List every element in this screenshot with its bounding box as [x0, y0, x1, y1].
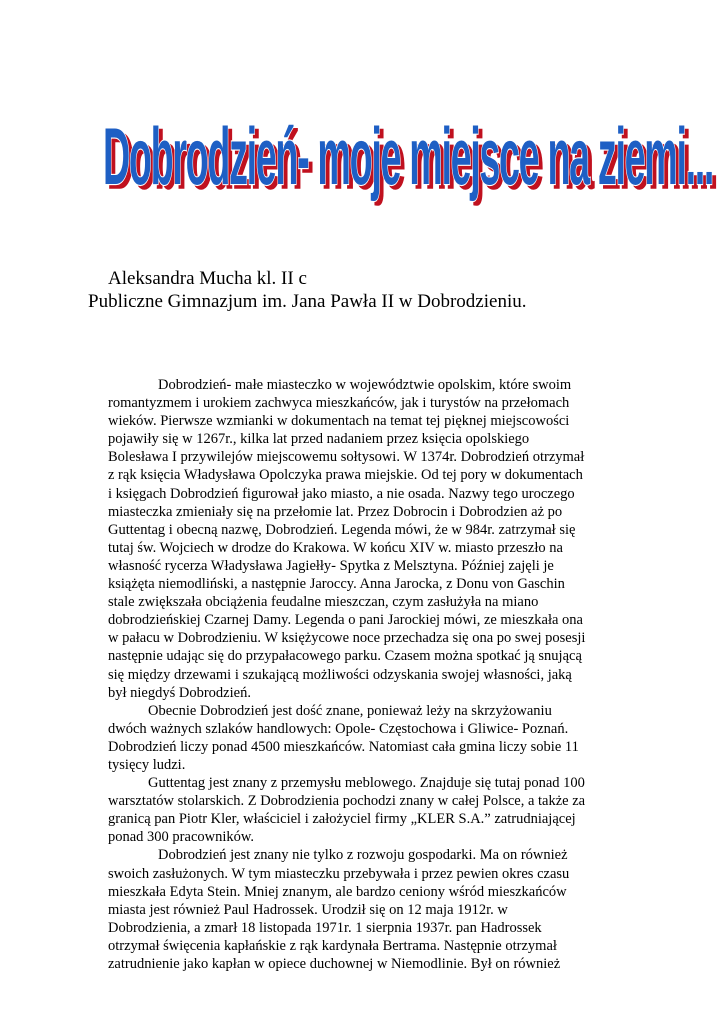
author-line: Aleksandra Mucha kl. II c [108, 268, 307, 289]
paragraph-people: Dobrodzień jest znany nie tylko z rozwoju gospodarki. Ma on również swoich zasłużonych. W tym miasteczku przebywała i przez pewien okres czasu mieszkała Edyta Stein. Mniej znanym, ale bardzo ceniony wśród mieszkańców miasta jest również Paul Hadrossek. Urodził się on 12 maja 1912r. w Dobrodzienia, a zmarł 18 listopada 1971r. 1 sierpnia 1937r. pan Hadrossek otrzymał święcenia kapłańskie z rąk kardynała Bertrama. Następnie otrzymał zatrudnienie jako kapłan w opiece duchownej w Niemodlinie. Był on również [108, 847, 570, 972]
wordart-title [100, 110, 720, 218]
paragraph-industry: Guttentag jest znany z przemysłu meblowego. Znajduje się tutaj ponad 100 warsztatów stolarskich. Z Dobrodzienia pochodzi znany w całej Polsce, a także za granicą pan Piotr Kler, właściciel i założyciel firmy „KLER S.A.” zatrudniającej ponad 300 pracowników. [108, 775, 586, 846]
school-line: Publiczne Gimnazjum im. Jana Pawła II w Dobrodzieniu. [88, 291, 527, 312]
wordart-title-text: Dobrodzień- moje miejsce na ziemi... [103, 110, 714, 202]
paragraph-history: Dobrodzień- małe miasteczko w województwie opolskim, które swoim romantyzmem i urokiem zachwyca mieszkańców, jak i turystów na przełomach wieków. Pierwsze wzmianki w dokumentach na temat tej pięknej miejscowości pojawiły się w 1267r., kilka lat przed nadaniem przez księcia opolskiego Bolesława I przywilejów miejscowemu sołtysowi. W 1374r. Dobrodzień otrzymał z rąk księcia Władysława Opolczyka prawa miejskie. Od tej pory w dokumentach i księgach Dobrodzień figurował jako miasto, a nie osada. Nazwy tego uroczego miasteczka zmieniały się na przełomie lat. Przez Dobrocin i Dobrodzien aż po Guttentag i obecną nazwę, Dobrodzień. Legenda mówi, że w 984r. zatrzymał się tutaj św. Wojciech w drodze do Krakowa. W końcu XIV w. miasto przeszło na własność rycerza Władysława Jagiełły- Spytka z Melsztyna. Później zajęli je książęta niemodliński, a następnie Jaroccy. Anna Jarocka, z Donu von Gaschin stale zwiększała obciążenia feudalne mieszczan, czym zasłużyła na miano dobrodzieńskiej Czarnej Damy. Legenda o pani Jarockiej mówi, ze mieszkała ona w pałacu w Dobrodzieniu. W księżycowe noce przechadza się ona po swej posesji następnie udając się do przypałacowego parku. Czasem można spotkać ją snującą się między drzewami i szukającą możliwości odzyskania swojej własności, jaką był niegdyś Dobrodzień. [108, 377, 586, 701]
wordart-title-graphic [100, 110, 720, 218]
article-body [108, 376, 588, 973]
wordart-title-shadow: Dobrodzień- moje miejsce na ziemi... [107, 114, 718, 206]
paragraph-location: Obecnie Dobrodzień jest dość znane, ponieważ leży na skrzyżowaniu dwóch ważnych szlaków handlowych: Opole- Częstochowa i Gliwice- Poznań. Dobrodzień liczy ponad 4500 mieszkańców. Natomiast cała gmina liczy sobie 11 tysięcy ludzi. [108, 702, 579, 773]
